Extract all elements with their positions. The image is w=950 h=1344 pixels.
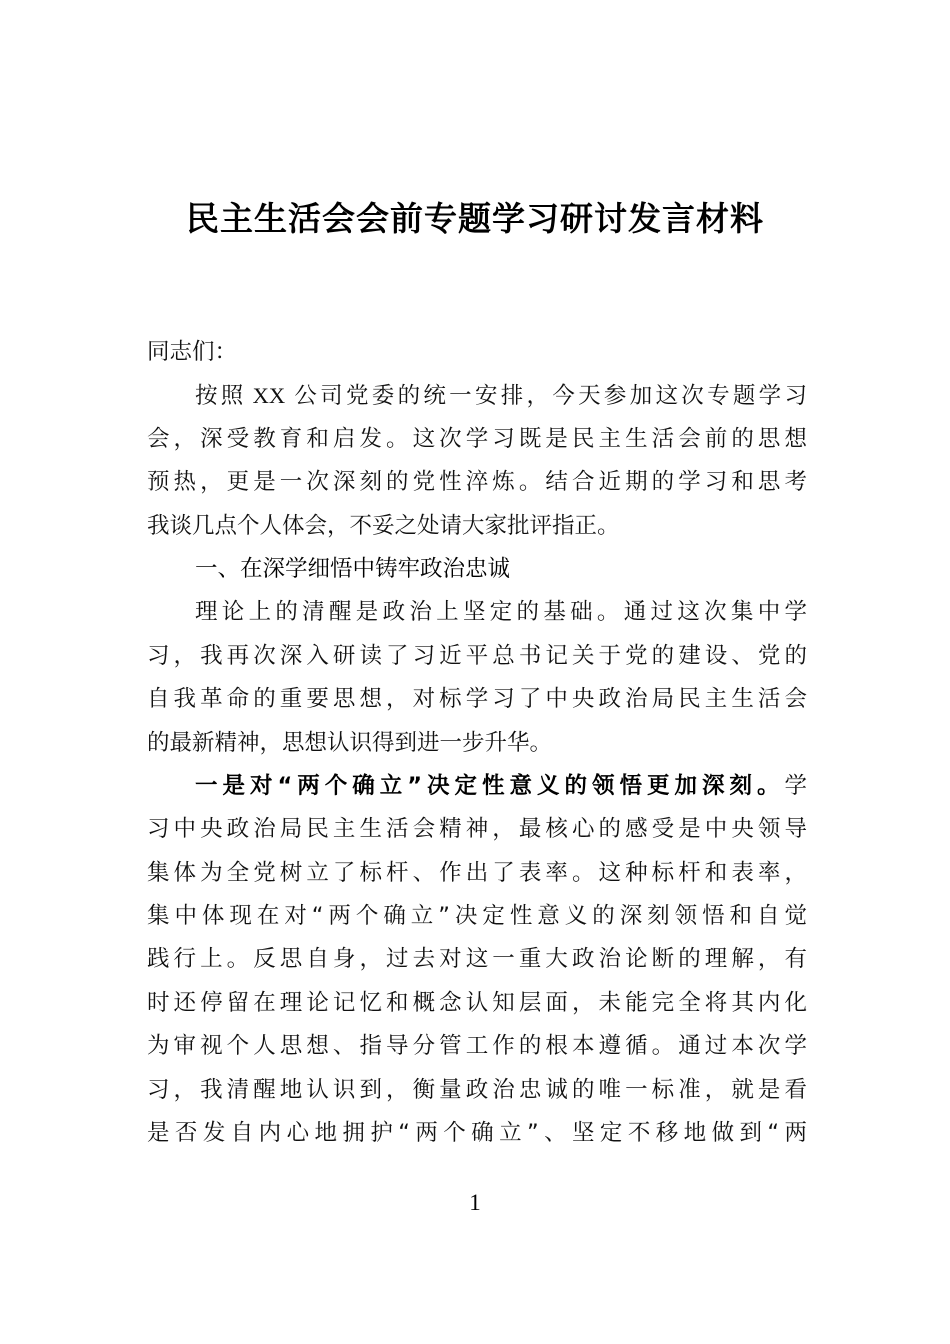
document-body xyxy=(147,331,807,1155)
paragraph-line: 为审视个人思想、指导分管工作的根本遵循。通过本次学 xyxy=(147,1033,807,1060)
paragraph-line xyxy=(147,374,807,417)
paragraph-line: 习，我清醒地认识到，衡量政治忠诚的唯一标准，就是看 xyxy=(147,1076,807,1103)
salutation: 同志们： xyxy=(147,339,238,365)
text-segment: 公司党委的统一安排，今天参加这次专题学习 xyxy=(291,383,807,410)
paragraph-line: 预热，更是一次深刻的党性淬炼。结合近期的学习和思考 xyxy=(147,469,807,496)
text-segment: 学 xyxy=(784,772,807,799)
paragraph-line: 践行上。反思自身，过去对这一重大政治论断的理解，有 xyxy=(147,946,807,973)
paragraph-line: 会，深受教育和启发。这次学习既是民主生活会前的思想 xyxy=(147,425,807,452)
text-segment: 按照 xyxy=(195,383,247,410)
paragraph-line: 习，我再次深入研读了习近平总书记关于党的建设、党的 xyxy=(147,642,807,669)
paragraph-line: 是否发自内心地拥护“两个确立”、坚定不移地做到“两 xyxy=(147,1120,807,1147)
page-number: 1 xyxy=(469,1190,481,1215)
bold-lead-sentence: 一是对“两个确立”决定性意义的领悟更加深刻。 xyxy=(195,772,785,799)
paragraph-line: 时还停留在理论记忆和概念认知层面，未能完全将其内化 xyxy=(147,989,807,1016)
paragraph-line: 集体为全党树立了标杆、作出了表率。这种标杆和表率， xyxy=(147,859,807,886)
section-heading: 一、在深学细悟中铸牢政治忠诚 xyxy=(195,555,511,582)
paragraph-line: 集中体现在对“两个确立”决定性意义的深刻领悟和自觉 xyxy=(147,903,807,930)
paragraph-line: 我谈几点个人体会，不妥之处请大家批评指正。 xyxy=(147,512,620,539)
company-placeholder: XX xyxy=(252,383,286,409)
document-title: 民主生活会会前专题学习研讨发言材料 xyxy=(186,199,764,238)
paragraph-line: 习中央政治局民主生活会精神，最核心的感受是中央领导 xyxy=(147,816,807,843)
paragraph-line: 自我革命的重要思想，对标学习了中央政治局民主生活会 xyxy=(147,686,807,713)
paragraph-line xyxy=(147,765,807,808)
paragraph-line: 理论上的清醒是政治上坚定的基础。通过这次集中学 xyxy=(195,599,807,626)
paragraph-line: 的最新精神，思想认识得到进一步升华。 xyxy=(147,729,553,756)
